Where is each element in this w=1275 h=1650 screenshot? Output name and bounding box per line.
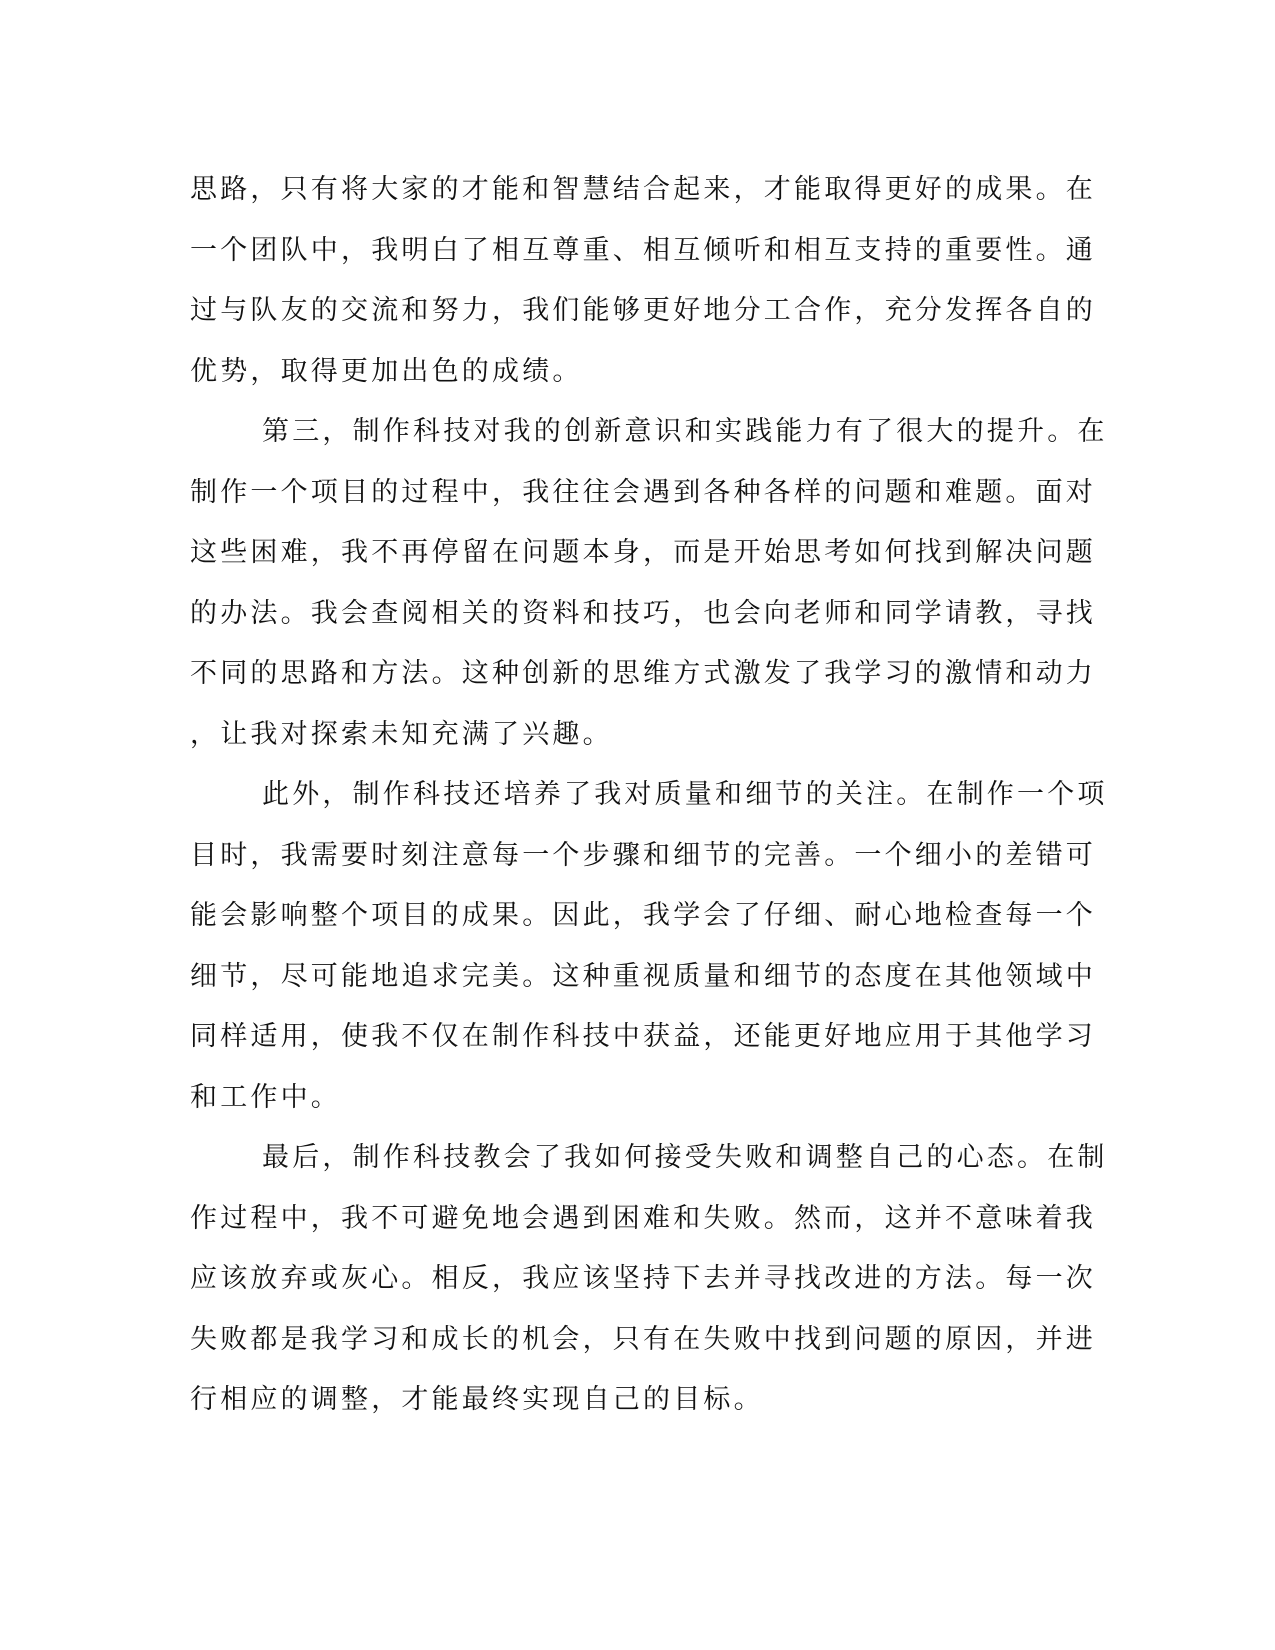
text-line: 能会影响整个项目的成果。因此，我学会了仔细、耐心地检查每一个 xyxy=(190,900,1096,931)
text-line: 制作一个项目的过程中，我往往会遇到各种各样的问题和难题。面对 xyxy=(190,476,1096,508)
text-line: 应该放弃或灰心。相反，我应该坚持下去并寻找改进的方法。每一次 xyxy=(190,1263,1096,1294)
text-line: 失败都是我学习和成长的机会，只有在失败中找到问题的原因，并进 xyxy=(190,1323,1096,1355)
text-line: 的办法。我会查阅相关的资料和技巧，也会向老师和同学请教，寻找 xyxy=(190,597,1096,629)
text-line: 优势，取得更加出色的成绩。 xyxy=(190,355,583,387)
text-line: ，让我对探索未知充满了兴趣。 xyxy=(190,718,613,750)
text-line: 细节，尽可能地追求完美。这种重视质量和细节的态度在其他领域中 xyxy=(190,960,1096,992)
text-line: 一个团队中，我明白了相互尊重、相互倾听和相互支持的重要性。通 xyxy=(190,234,1096,266)
text-line: 这些困难，我不再停留在问题本身，而是开始思考如何找到解决问题 xyxy=(190,537,1096,568)
text-line: 同样适用，使我不仅在制作科技中获益，还能更好地应用于其他学习 xyxy=(190,1021,1096,1052)
text-line: 作过程中，我不可避免地会遇到困难和失败。然而，这并不意味着我 xyxy=(190,1202,1096,1234)
text-line: 不同的思路和方法。这种创新的思维方式激发了我学习的激情和动力 xyxy=(190,658,1096,689)
paragraph-start-line: 最后，制作科技教会了我如何接受失败和调整自己的心态。在制 xyxy=(262,1142,1108,1173)
text-line: 思路，只有将大家的才能和智慧结合起来，才能取得更好的成果。在 xyxy=(190,174,1096,205)
text-line: 目时，我需要时刻注意每一个步骤和细节的完善。一个细小的差错可 xyxy=(190,839,1096,871)
paragraph-start-line: 第三，制作科技对我的创新意识和实践能力有了很大的提升。在 xyxy=(262,416,1108,447)
text-line: 过与队友的交流和努力，我们能够更好地分工合作，充分发挥各自的 xyxy=(190,295,1096,326)
text-line: 行相应的调整，才能最终实现自己的目标。 xyxy=(190,1384,764,1415)
paragraph-start-line: 此外，制作科技还培养了我对质量和细节的关注。在制作一个项 xyxy=(262,779,1108,810)
text-line: 和工作中。 xyxy=(190,1081,341,1113)
body-text xyxy=(190,160,1108,1431)
